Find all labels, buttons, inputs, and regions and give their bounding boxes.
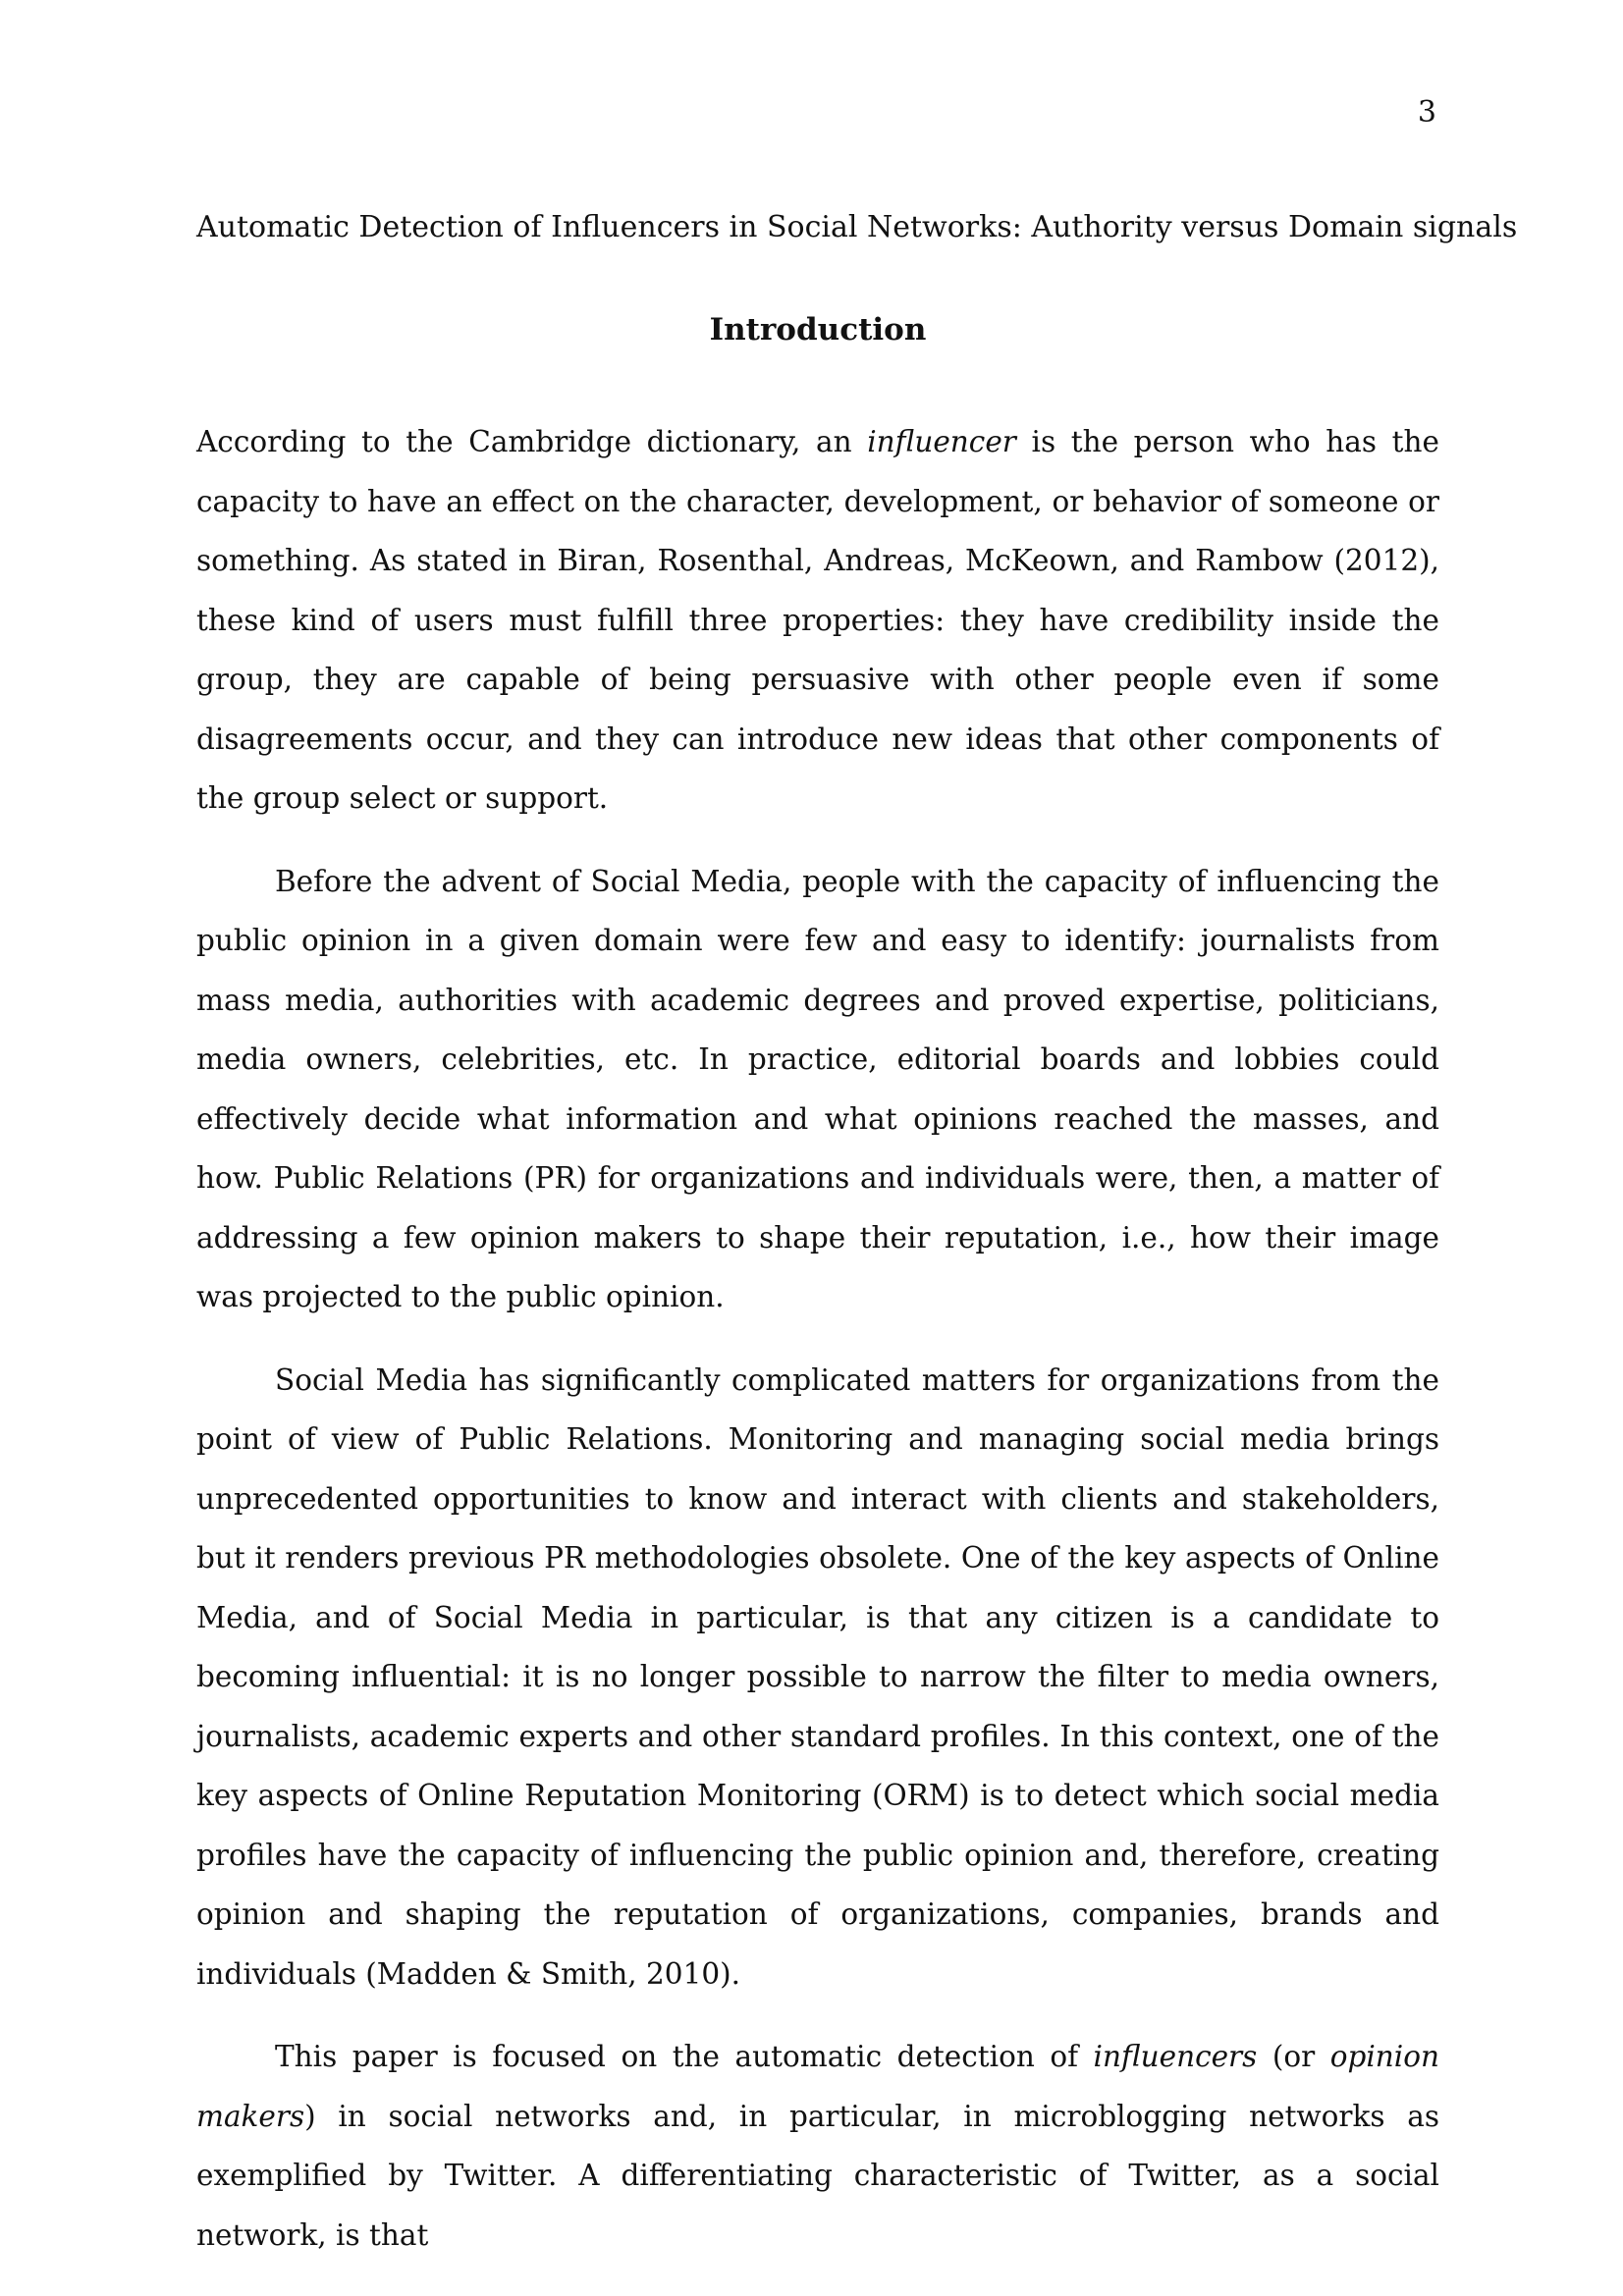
paragraph-4-text-a: This paper is focused on the automatic detection of [275, 2040, 1094, 2073]
paragraph-2: Before the advent of Social Media, people with the capacity of influencing the public opinion in a given domain were few and easy to identify: journalists from mass media, authorities with academic degrees and proved expertise, politicians, media owners, celebrities, etc. In practice, editorial boards and lobbies could effectively decide what information and what opinions reached the masses, and how. Public Relations (PR) for organizations and individuals were, then, a matter of addressing a few opinion makers to shape their reputation, i.e., how their image was projected to the public opinion. [196, 864, 1439, 1313]
paragraph-4-text-c: ) in social networks and, in particular, in microblogging networks as exemplified by Twitter. A differentiating characteristic of Twitter, as a social network, is that [196, 2099, 1439, 2252]
paragraph-1 [196, 412, 1439, 828]
paragraph-1-text-a: According to the Cambridge dictionary, an [196, 425, 868, 458]
paragraph-4-text-b: (or [1257, 2040, 1330, 2073]
term-influencer: influencer [867, 425, 1016, 458]
term-influencers: influencers [1093, 2040, 1258, 2073]
term-opinion-makers: opinion makers [196, 2040, 1439, 2133]
paragraph-3: Social Media has significantly complicated matters for organizations from the point of view of Public Relations. Monitoring and managing social media brings unprecedented opportunities to know and interact with clients and stakeholders, but it renders previous PR methodologies obsolete. One of the key aspects of Online Media, and of Social Media in particular, is that any citizen is a candidate to becoming influential: it is no longer possible to narrow the filter to media owners, journalists, academic experts and other standard profiles. In this context, one of the key aspects of Online Reputation Monitoring (ORM) is to detect which social media profiles have the capacity of influencing the public opinion and, therefore, creating opinion and shaping the reputation of organizations, companies, brands and individuals (Madden & Smith, 2010). [196, 1362, 1439, 1991]
body-text [196, 412, 1439, 2288]
paragraph-4 [196, 2027, 1439, 2265]
paper-title: Automatic Detection of Influencers in Social Networks: Authority versus Domain signals [196, 210, 1518, 244]
paragraph-1-text-b: is the person who has the capacity to have an effect on the character, development, or behavior of someone or something. As stated in Biran, Rosenthal, Andreas, McKeown, and Rambow (2012), these kind of users must fulfill three properties: they have credibility inside the group, they are capable of being persuasive with other people even if some disagreements occur, and they can introduce new ideas that other components of the group select or support. [196, 425, 1439, 815]
section-heading: Introduction [709, 312, 927, 347]
page-number: 3 [1417, 95, 1436, 130]
